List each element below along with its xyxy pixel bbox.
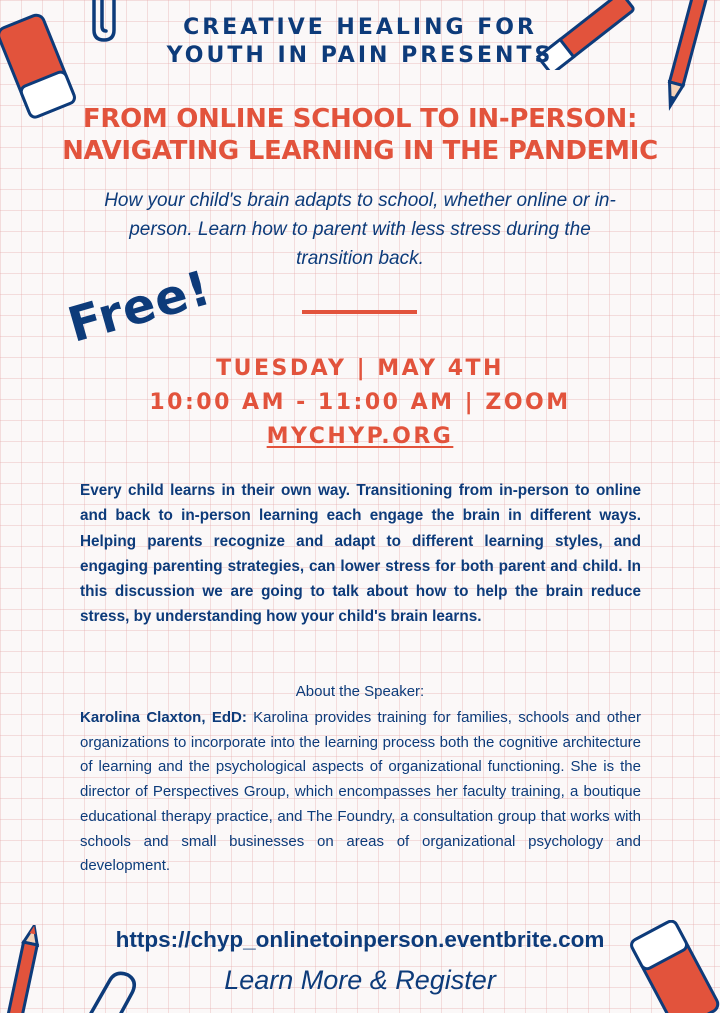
divider: [302, 310, 417, 314]
event-date: TUESDAY | MAY 4TH: [216, 356, 504, 381]
event-subtitle: How your child's brain adapts to school, whether online or in-person. Learn how to parent with less stress during the transition back.: [104, 190, 616, 269]
presenter-line: CREATIVE HEALING FOR: [183, 15, 537, 40]
event-description: Every child learns in their own way. Transitioning from in-person to online and back to in-person learning each engage the brain in different ways. Helping parents recognize and adapt to different learning styles, and engaging parenting strategies, can lower stress for both parent and child. In this discussion we are going to talk about how to help the brain reduce stress, by understanding how your child's brain learns.: [80, 482, 641, 626]
speaker-bio: [80, 706, 641, 879]
event-details: [0, 352, 720, 454]
event-time: 10:00 AM - 11:00 AM | ZOOM: [149, 390, 571, 415]
presenter-line: YOUTH IN PAIN PRESENTS: [166, 43, 554, 68]
presenter-heading: [0, 14, 720, 70]
title-line: NAVIGATING LEARNING IN THE PANDEMIC: [62, 136, 658, 166]
register-cta[interactable]: Learn More & Register: [224, 965, 496, 995]
about-speaker-heading: About the Speaker:: [295, 683, 425, 700]
title-line: FROM ONLINE SCHOOL TO IN-PERSON:: [82, 104, 638, 134]
speaker-name: Karolina Claxton, EdD:: [80, 709, 247, 726]
speaker-bio-text: Karolina provides training for families, schools and other organizations to incorporate into the learning process both the cognitive architecture of learning and the psychological aspects of organizational functioning. She is the director of Perspectives Group, which encompasses her faculty training, a boutique educational therapy practice, and The Foundry, a consultation group that works with schools and small businesses on areas of organizational psychology and development.: [80, 709, 641, 875]
free-badge: Free!: [62, 259, 218, 354]
website-link[interactable]: MYCHYP.ORG: [266, 424, 454, 449]
event-title: [0, 103, 720, 167]
registration-link[interactable]: https://chyp_onlinetoinperson.eventbrite.com: [115, 927, 605, 952]
